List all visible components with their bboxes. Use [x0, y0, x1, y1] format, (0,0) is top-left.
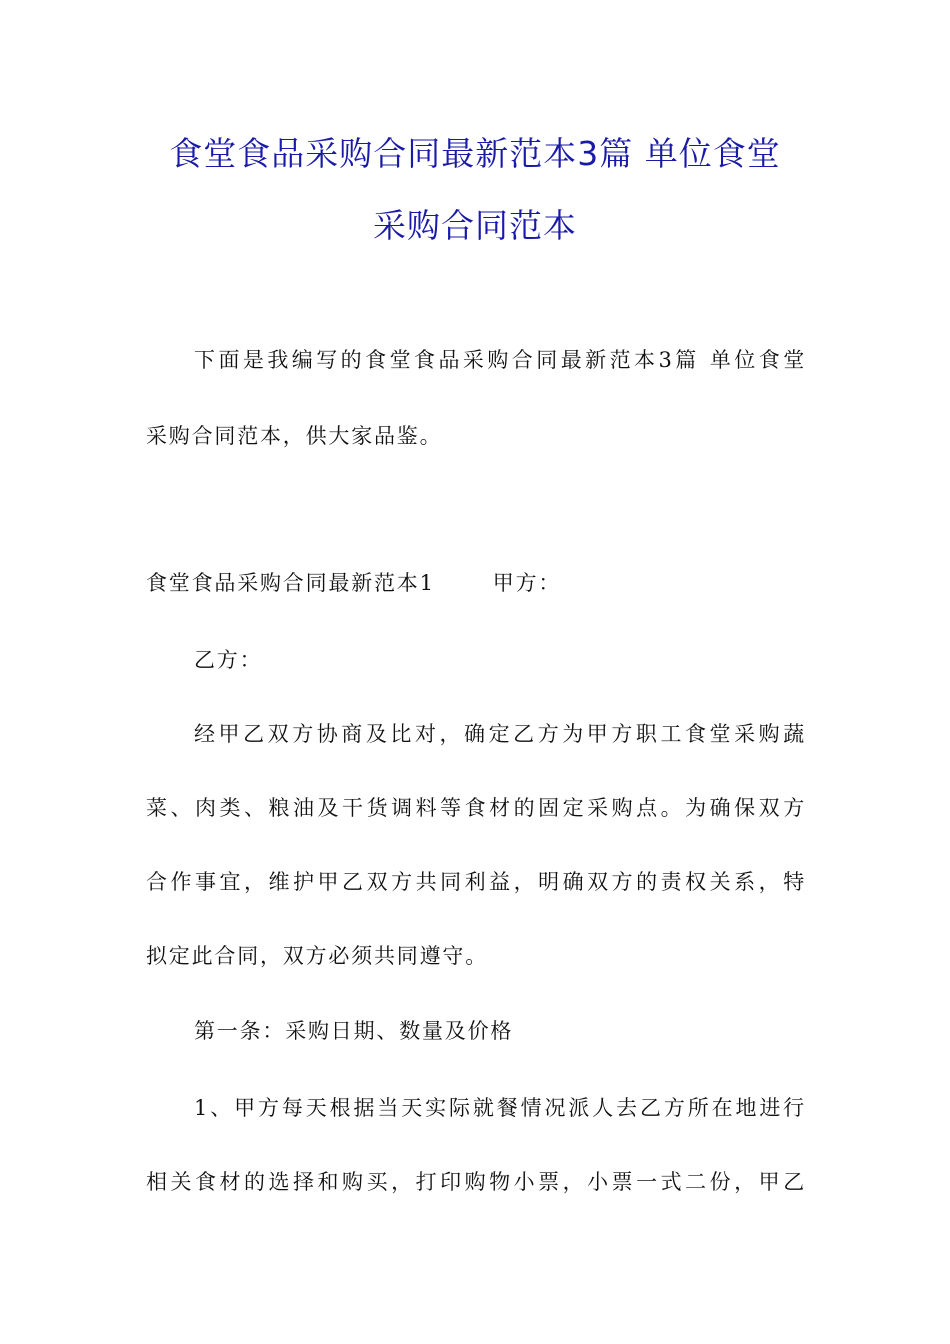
- paragraph-line: 经甲乙双方协商及比对，确定乙方为甲方职工食堂采购蔬: [194, 722, 806, 746]
- party-a-label: 甲方：: [492, 571, 562, 595]
- item-1-line: 相关食材的选择和购买，打印购物小票，小票一式二份，甲乙: [146, 1170, 806, 1194]
- paragraph-line: 拟定此合同，双方必须共同遵守。: [146, 944, 488, 968]
- contract-heading: 食堂食品采购合同最新范本1: [146, 571, 435, 595]
- paragraph-line: 合作事宜，维护甲乙双方共同利益，明确双方的责权关系，特: [146, 870, 806, 894]
- contract-heading-row: [146, 568, 806, 598]
- item-1-line: 1、甲方每天根据当天实际就餐情况派人去乙方所在地进行: [194, 1096, 806, 1120]
- document-title-line-1: 食堂食品采购合同最新范本3篇 单位食堂: [169, 134, 781, 173]
- intro-line-2: 采购合同范本，供大家品鉴。: [146, 424, 443, 448]
- article-1-title: 第一条：采购日期、数量及价格: [194, 1019, 514, 1043]
- party-b-label: 乙方：: [194, 648, 263, 672]
- intro-line-1: 下面是我编写的食堂食品采购合同最新范本3篇 单位食堂: [194, 348, 806, 372]
- paragraph-line: 菜、肉类、粮油及干货调料等食材的固定采购点。为确保双方: [146, 796, 806, 820]
- document-title-line-2: 采购合同范本: [373, 206, 577, 245]
